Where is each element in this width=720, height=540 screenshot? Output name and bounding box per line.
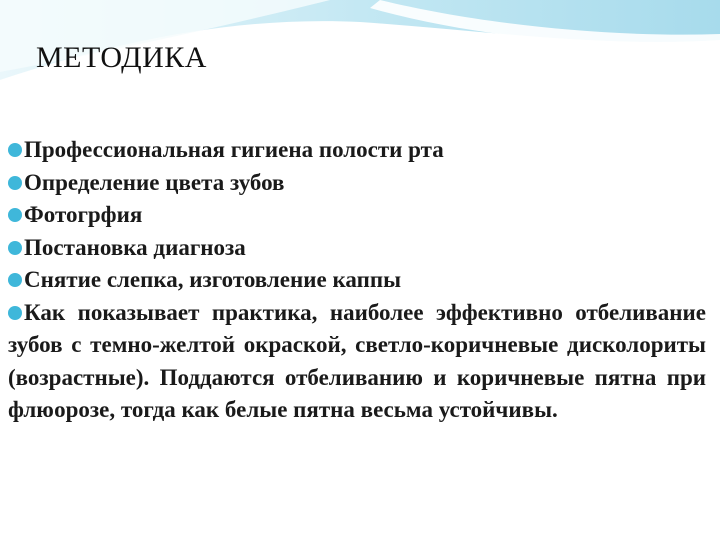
bullet-text: Фотогрфия: [24, 202, 143, 227]
bullet-text: Определение цвета зубов: [24, 169, 285, 195]
bullet-icon: [8, 143, 22, 157]
bullet-icon: [8, 176, 22, 190]
list-item: [8, 134, 706, 167]
list-item: [8, 232, 706, 265]
bullet-icon: [8, 306, 22, 320]
slide-title: МЕТОДИКА: [36, 41, 207, 74]
list-item: [8, 199, 706, 232]
bullet-icon: [8, 241, 22, 255]
list-item: [8, 297, 706, 427]
bullet-list: [8, 134, 706, 427]
bullet-text: Как показывает практика, наиболее эффективно отбеливание зубов с темно-желтой окраской, светло-коричневые дисколориты (возрастные). Поддаются отбеливанию и коричневые пятна при флюорозе, тогда как белые пятна весьма устойчивы.: [8, 299, 706, 422]
list-item: [8, 167, 706, 200]
bullet-text: Профессиональная гигиена полости рта: [24, 137, 444, 162]
bullet-text: Снятие слепка, изготовление каппы: [24, 267, 402, 292]
list-item: [8, 264, 706, 297]
bullet-text: Постановка диагноза: [24, 234, 246, 260]
bullet-icon: [8, 208, 22, 222]
bullet-icon: [8, 273, 22, 287]
